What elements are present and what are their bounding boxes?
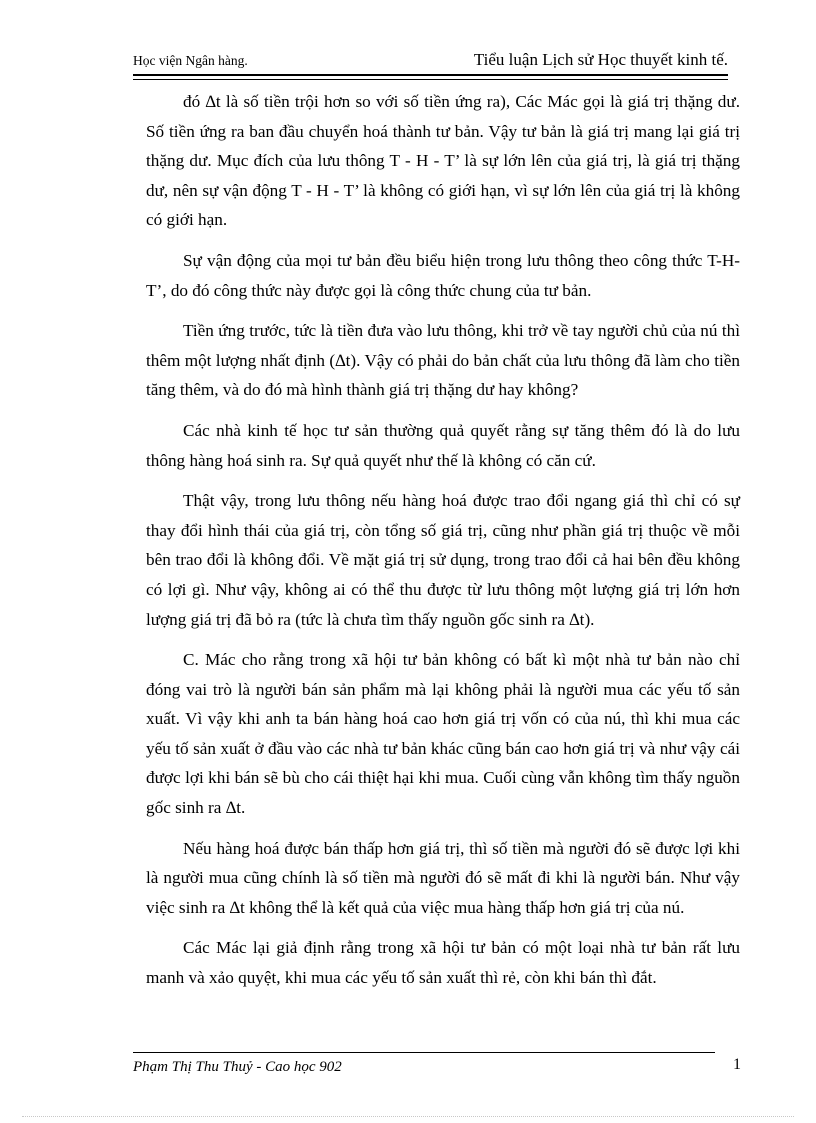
- paragraph: đó ∆t là số tiền trội hơn so với số tiền ứng ra), Các Mác gọi là giá trị thặng dư. Số tiền ứng ra ban đầu chuyển hoá thành tư bản. Vậy tư bản là giá trị mang lại giá trị thặng dư. Mục đích của lưu thông T - H - T’ là sự lớn lên của giá trị, là giá trị thặng dư, nên sự vận động T - H - T’ là không có giới hạn, vì sự lớn lên của giá trị là không có giới hạn.: [146, 92, 740, 230]
- paragraph: C. Mác cho rằng trong xã hội tư bản không có bất kì một nhà tư bản nào chỉ đóng vai trò là người bán sản phẩm mà lại không phải là người mua các yếu tố sản xuất. Vì vậy khi anh ta bán hàng hoá cao hơn giá trị vốn có của nú, thì khi mua các yếu tố sản xuất ở đầu vào các nhà tư bản khác cũng bán cao hơn giá trị và như vậy cái được lợi khi bán sẽ bù cho cái thiệt hại khi mua. Cuối cùng vẫn không tìm thấy nguồn gốc sinh ra ∆t.: [146, 650, 740, 818]
- page-body: [146, 87, 740, 1004]
- header-rule: [133, 74, 728, 76]
- page-bottom-border: [22, 1116, 794, 1117]
- header-document-title: Tiểu luận Lịch sử Học thuyết kinh tế.: [473, 50, 728, 69]
- paragraph: Các Mác lại giả định rằng trong xã hội tư bản có một loại nhà tư bản rất lưu manh và xảo quyệt, khi mua các yếu tố sản xuất thì rẻ, còn khi bán thì đắt.: [146, 938, 740, 988]
- header-institution: Học viện Ngân hàng.: [133, 53, 248, 68]
- paragraph: Các nhà kinh tế học tư sản thường quả quyết rằng sự tăng thêm đó là do lưu thông hàng hoá sinh ra. Sự quả quyết như thế là không có căn cứ.: [146, 420, 740, 470]
- paragraph: Tiền ứng trước, tức là tiền đưa vào lưu thông, khi trở về tay người chủ của nú thì thêm một lượng nhất định (∆t). Vậy có phải do bản chất của lưu thông đã làm cho tiền tăng thêm, và do đó mà hình thành giá trị thặng dư hay không?: [146, 321, 740, 400]
- page-number: 1: [733, 1056, 741, 1073]
- footer-author: Phạm Thị Thu Thuỷ - Cao học 902: [133, 1059, 342, 1075]
- paragraph: Sự vận động của mọi tư bản đều biểu hiện trong lưu thông theo công thức T-H-T’, do đó công thức này được gọi là công thức chung của tư bản.: [146, 250, 740, 300]
- header-rule-thin: [133, 79, 728, 80]
- paragraph: Thật vậy, trong lưu thông nếu hàng hoá được trao đổi ngang giá thì chỉ có sự thay đổi hình thái của giá trị, còn tổng số giá trị, cũng như phần giá trị thuộc về mỗi bên trao đổi là không đổi. Về mặt giá trị sử dụng, trong trao đổi cả hai bên đều không có lợi gì. Như vậy, không ai có thể thu được từ lưu thông một lượng giá trị lớn hơn lượng giá trị đã bỏ ra (tức là chưa tìm thấy nguồn gốc sinh ra ∆t).: [146, 491, 740, 629]
- footer-rule: [133, 1052, 715, 1053]
- paragraph: Nếu hàng hoá được bán thấp hơn giá trị, thì số tiền mà người đó sẽ được lợi khi là người mua cũng chính là số tiền mà người đó sẽ mất đi khi là người bán. Như vậy việc sinh ra ∆t không thể là kết quả của việc mua hàng thấp hơn giá trị của nú.: [146, 838, 740, 917]
- page-header: [133, 46, 728, 76]
